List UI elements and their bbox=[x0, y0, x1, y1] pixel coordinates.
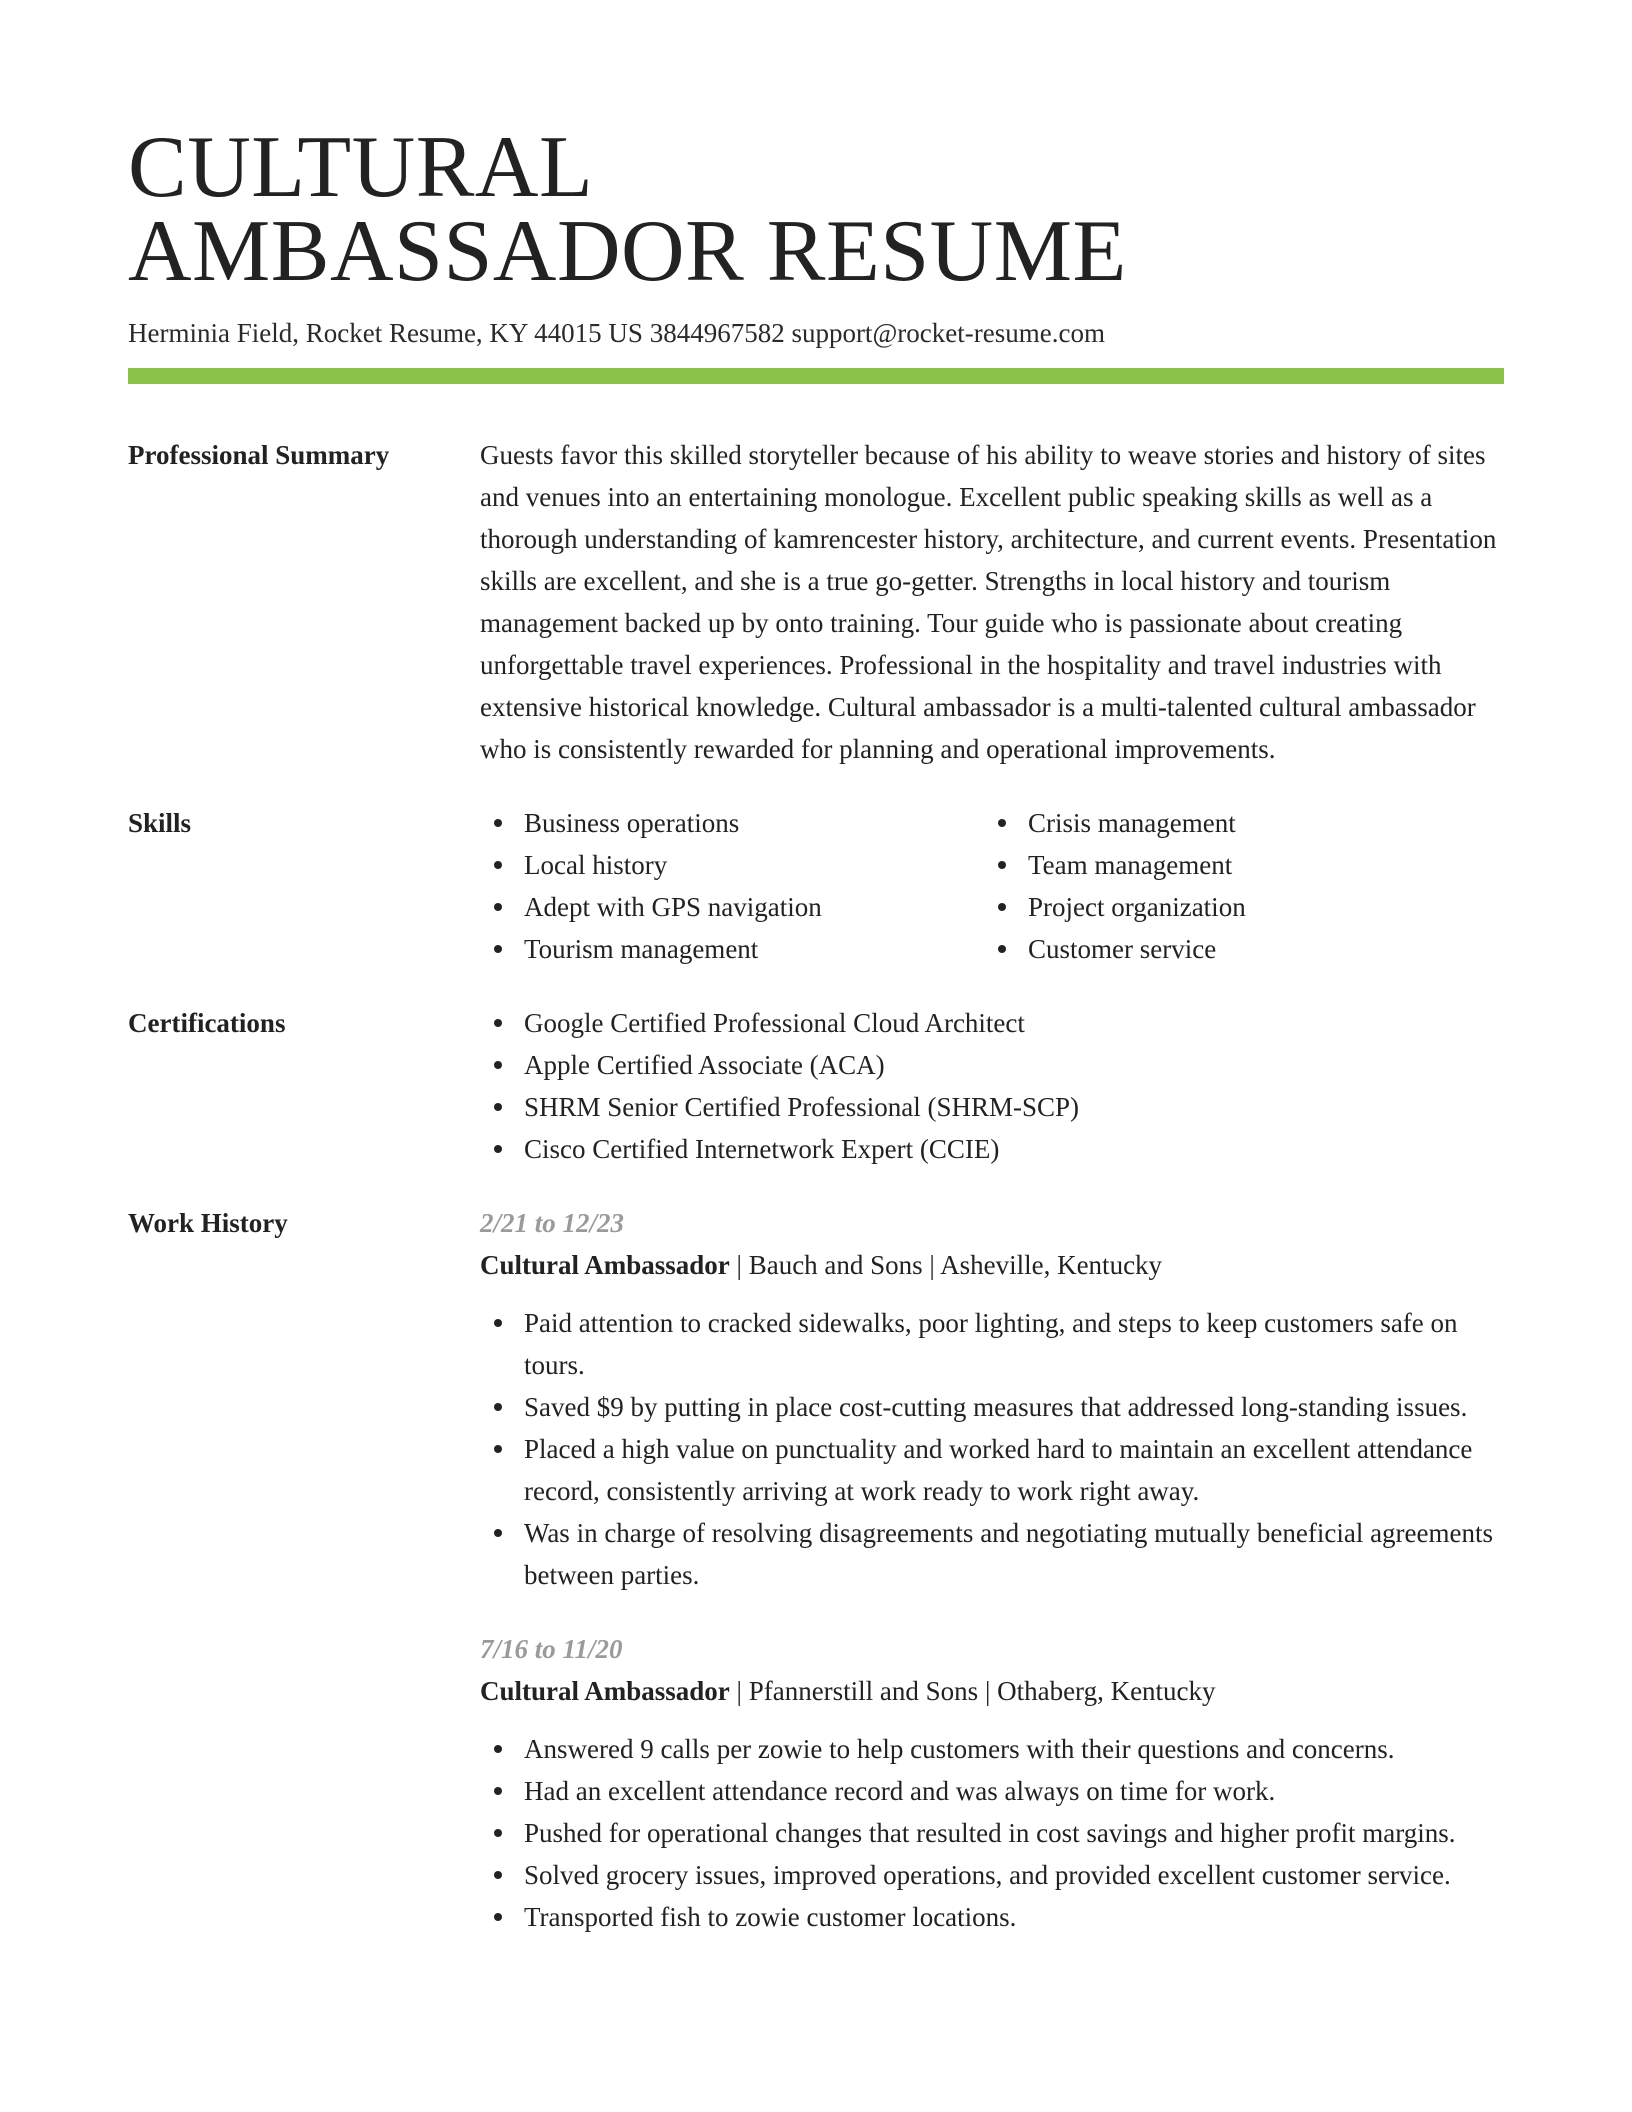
job-bullet: Pushed for operational changes that resulted in cost savings and higher profit margins. bbox=[480, 1812, 1504, 1854]
summary-text: Guests favor this skilled storyteller because of his ability to weave stories and history of sites and venues into an entertaining monologue. Excellent public speaking skills as well as a thorough understanding of kamrencester history, architecture, and current events. Presentation skills are excellent, and she is a true go-getter. Strengths in local history and tourism management backed up by onto training. Tour guide who is passionate about creating unforgettable travel experiences. Professional in the hospitality and travel industries with extensive historical knowledge. Cultural ambassador is a multi-talented cultural ambassador who is consistently rewarded for planning and operational improvements. bbox=[480, 440, 1497, 764]
skill-item: Tourism management bbox=[480, 928, 984, 970]
skill-item: Customer service bbox=[984, 928, 1488, 970]
title-line-1: CULTURAL bbox=[128, 119, 594, 216]
job-bullet: Had an excellent attendance record and was always on time for work. bbox=[480, 1770, 1504, 1812]
job-bullet: Transported fish to zowie customer locations. bbox=[480, 1896, 1504, 1938]
job-company-location: | Pfannerstill and Sons | Othaberg, Kentucky bbox=[729, 1676, 1216, 1706]
certifications-section bbox=[128, 1002, 1504, 1170]
job-dates: 7/16 to 11/20 bbox=[480, 1634, 623, 1664]
certifications-heading: Certifications bbox=[128, 1008, 286, 1038]
skill-item: Crisis management bbox=[984, 802, 1488, 844]
skill-item: Business operations bbox=[480, 802, 984, 844]
certification-item: Cisco Certified Internetwork Expert (CCIE) bbox=[480, 1128, 1504, 1170]
job-title: Cultural Ambassador bbox=[480, 1250, 730, 1280]
work-history-section bbox=[128, 1202, 1504, 1938]
summary-heading: Professional Summary bbox=[128, 440, 390, 470]
job-bullet-list bbox=[480, 1728, 1504, 1938]
job-bullet: Paid attention to cracked sidewalks, poor lighting, and steps to keep customers safe on tours. bbox=[480, 1302, 1504, 1386]
job-bullet: Placed a high value on punctuality and worked hard to maintain an excellent attendance record, consistently arriving at work ready to work right away. bbox=[480, 1428, 1504, 1512]
certifications-list bbox=[480, 1002, 1504, 1170]
work-history-heading: Work History bbox=[128, 1208, 288, 1238]
job-header bbox=[480, 1244, 1504, 1286]
certification-item: SHRM Senior Certified Professional (SHRM-SCP) bbox=[480, 1086, 1504, 1128]
job-bullet-list bbox=[480, 1302, 1504, 1596]
job-company-location: | Bauch and Sons | Asheville, Kentucky bbox=[729, 1250, 1163, 1280]
certification-item: Google Certified Professional Cloud Architect bbox=[480, 1002, 1504, 1044]
skill-item: Adept with GPS navigation bbox=[480, 886, 984, 928]
resume-page bbox=[128, 119, 1504, 1938]
job-bullet: Saved $9 by putting in place cost-cutting measures that addressed long-standing issues. bbox=[480, 1386, 1504, 1428]
skills-section bbox=[128, 802, 1504, 970]
job-dates: 2/21 to 12/23 bbox=[480, 1208, 625, 1238]
skills-list-left bbox=[480, 802, 984, 970]
page-title bbox=[128, 119, 1504, 300]
job-header bbox=[480, 1670, 1504, 1712]
skills-grid bbox=[480, 802, 1504, 970]
skill-item: Team management bbox=[984, 844, 1488, 886]
job-title: Cultural Ambassador bbox=[480, 1676, 730, 1706]
skills-list-right bbox=[984, 802, 1488, 970]
contact-info: Herminia Field, Rocket Resume, KY 44015 US 3844967582 support@rocket-resume.com bbox=[128, 318, 1105, 348]
skill-item: Local history bbox=[480, 844, 984, 886]
job-bullet: Was in charge of resolving disagreements and negotiating mutually beneficial agreements between parties. bbox=[480, 1512, 1504, 1596]
accent-divider bbox=[128, 368, 1504, 384]
skill-item: Project organization bbox=[984, 886, 1488, 928]
skills-heading: Skills bbox=[128, 808, 192, 838]
job-bullet: Answered 9 calls per zowie to help customers with their questions and concerns. bbox=[480, 1728, 1504, 1770]
title-line-2: AMBASSADOR RESUME bbox=[128, 203, 1127, 300]
certification-item: Apple Certified Associate (ACA) bbox=[480, 1044, 1504, 1086]
job-bullet: Solved grocery issues, improved operations, and provided excellent customer service. bbox=[480, 1854, 1504, 1896]
job-entry bbox=[480, 1628, 1504, 1938]
job-entry bbox=[480, 1202, 1504, 1596]
summary-section bbox=[128, 434, 1504, 770]
